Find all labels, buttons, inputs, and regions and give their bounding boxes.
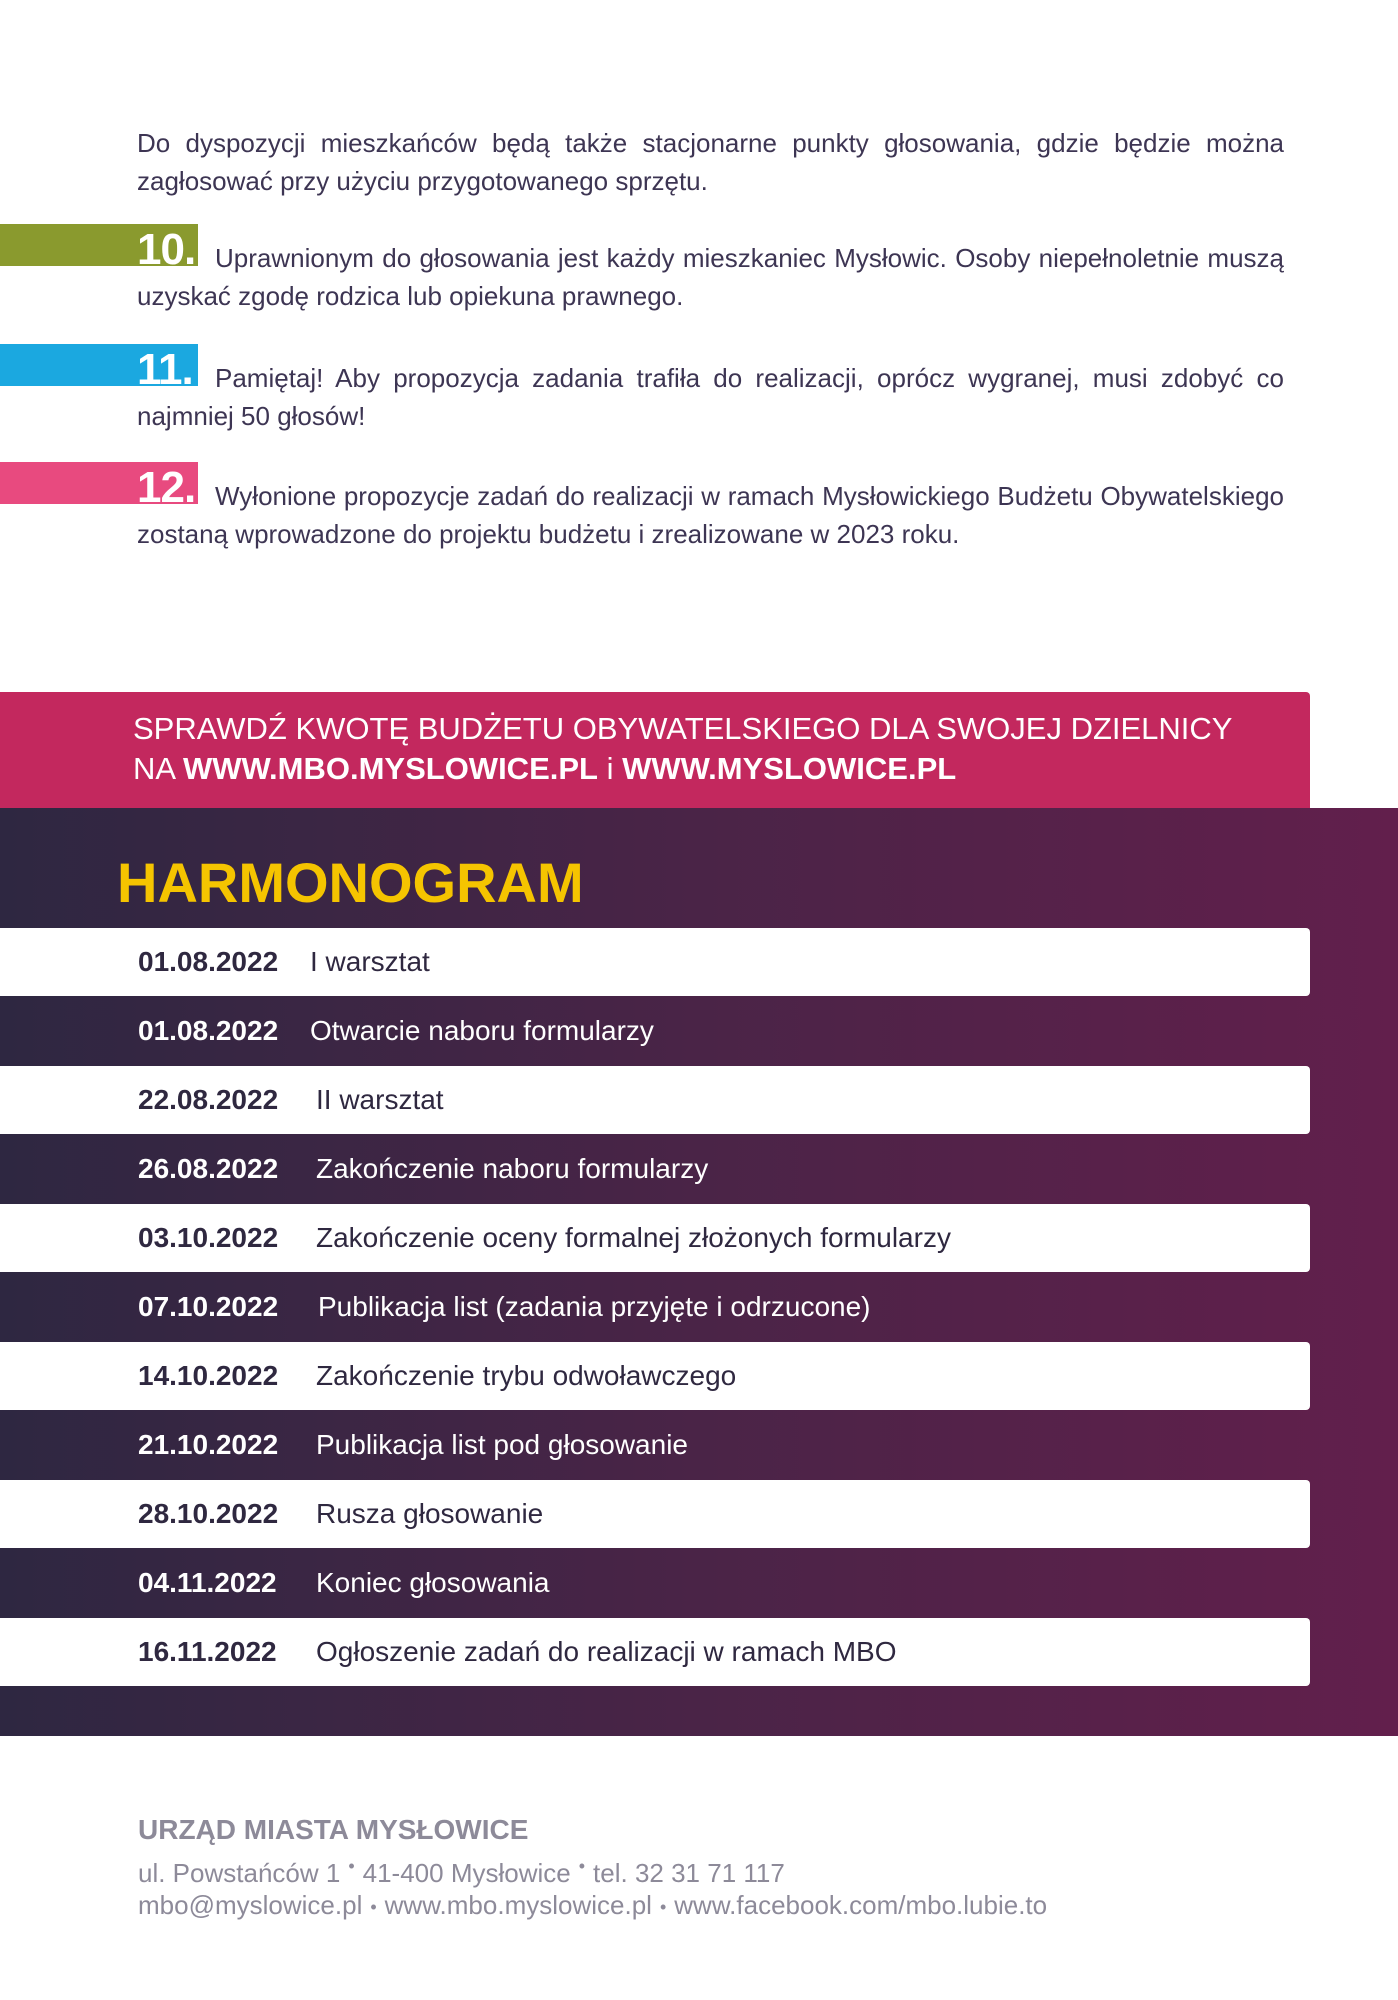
footer-phone: tel. 32 31 71 117: [593, 1858, 785, 1888]
banner-connector: i: [597, 751, 623, 786]
schedule-panel: [0, 808, 1398, 1736]
schedule-date: 03.10.2022: [138, 1222, 279, 1253]
schedule-row: [0, 1549, 1310, 1617]
schedule-event: I warsztat: [310, 946, 430, 977]
banner-line-1: SPRAWDŹ KWOTĘ BUDŻETU OBYWATELSKIEGO DLA SWOJEJ DZIELNICY: [133, 711, 1233, 746]
schedule-date: 04.11.2022: [138, 1567, 277, 1598]
item-12-text: Wyłonione propozycje zadań do realizacji w ramach Mysłowickiego Budżetu Obywatelskiego zostaną wprowadzone do projektu budżetu i zrealizowane w 2023 roku.: [137, 481, 1284, 549]
banner-link-mbo[interactable]: WWW.MBO.MYSLOWICE.PL: [182, 751, 598, 786]
footer-website[interactable]: www.mbo.myslowice.pl: [384, 1890, 652, 1920]
schedule-title: HARMONOGRAM: [117, 851, 584, 914]
item-10-number: 10.: [137, 225, 196, 274]
schedule-row: [0, 1204, 1310, 1272]
schedule-date: 14.10.2022: [138, 1360, 279, 1391]
footer-facebook[interactable]: www.facebook.com/mbo.lubie.to: [674, 1890, 1048, 1920]
schedule-row: [0, 997, 1310, 1065]
footer-links-line: [138, 1890, 1047, 1921]
schedule-event: II warsztat: [316, 1084, 444, 1115]
banner-link-myslowice[interactable]: WWW.MYSLOWICE.PL: [622, 751, 957, 786]
bullet-icon: •: [370, 1896, 377, 1917]
schedule-date: 26.08.2022: [138, 1153, 279, 1184]
schedule-event: Otwarcie naboru formularzy: [310, 1015, 654, 1046]
schedule-row: [0, 1480, 1310, 1548]
schedule-row: [0, 1066, 1310, 1134]
schedule-date: 21.10.2022: [138, 1429, 279, 1460]
intro-paragraph: Do dyspozycji mieszkańców będą także stacjonarne punkty głosowania, gdzie będzie można zagłosować przy użyciu przygotowanego sprzętu.: [137, 128, 1284, 196]
item-11-text: Pamiętaj! Aby propozycja zadania trafiła do realizacji, oprócz wygranej, musi zdobyć co najmniej 50 głosów!: [137, 363, 1284, 431]
bullet-icon: •: [659, 1896, 667, 1917]
budget-banner: [0, 692, 1310, 808]
footer-address: ul. Powstańców 1: [138, 1858, 341, 1888]
bullet-icon: •: [348, 1856, 355, 1876]
schedule-date: 01.08.2022: [138, 1015, 279, 1046]
item-10-text: Uprawnionym do głosowania jest każdy mieszkaniec Mysłowic. Osoby niepełnoletnie muszą uzyskać zgodę rodzica lub opiekuna prawnego.: [137, 243, 1284, 311]
schedule-row: [0, 1135, 1310, 1203]
schedule-event: Rusza głosowanie: [316, 1498, 544, 1529]
schedule-date: 16.11.2022: [138, 1636, 277, 1667]
schedule-row: [0, 1618, 1310, 1686]
schedule-event: Zakończenie trybu odwoławczego: [316, 1360, 737, 1391]
schedule-row: [0, 1342, 1310, 1410]
schedule-row: [0, 928, 1310, 996]
footer-address-line: [138, 1858, 785, 1889]
schedule-event: Publikacja list (zadania przyjęte i odrzucone): [318, 1291, 871, 1322]
schedule-event: Koniec głosowania: [316, 1567, 550, 1598]
schedule-date: 22.08.2022: [138, 1084, 279, 1115]
banner-line-2: [133, 749, 956, 789]
schedule-event: Publikacja list pod głosowanie: [316, 1429, 688, 1460]
footer-title: URZĄD MIASTA MYSŁOWICE: [138, 1814, 529, 1845]
bullet-icon: •: [578, 1856, 586, 1876]
item-11-number: 11.: [137, 345, 193, 394]
footer-email[interactable]: mbo@myslowice.pl: [138, 1890, 363, 1920]
schedule-row: [0, 1273, 1310, 1341]
schedule-row: [0, 1411, 1310, 1479]
schedule-date: 01.08.2022: [138, 946, 279, 977]
schedule-event: Zakończenie oceny formalnej złożonych formularzy: [316, 1222, 951, 1253]
schedule-date: 07.10.2022: [138, 1291, 279, 1322]
schedule-event: Ogłoszenie zadań do realizacji w ramach MBO: [316, 1636, 897, 1667]
footer-postal: 41-400 Mysłowice: [362, 1858, 571, 1888]
banner-prefix: NA: [133, 751, 183, 786]
schedule-date: 28.10.2022: [138, 1498, 279, 1529]
schedule-event: Zakończenie naboru formularzy: [316, 1153, 709, 1184]
item-12-number: 12.: [137, 463, 196, 512]
